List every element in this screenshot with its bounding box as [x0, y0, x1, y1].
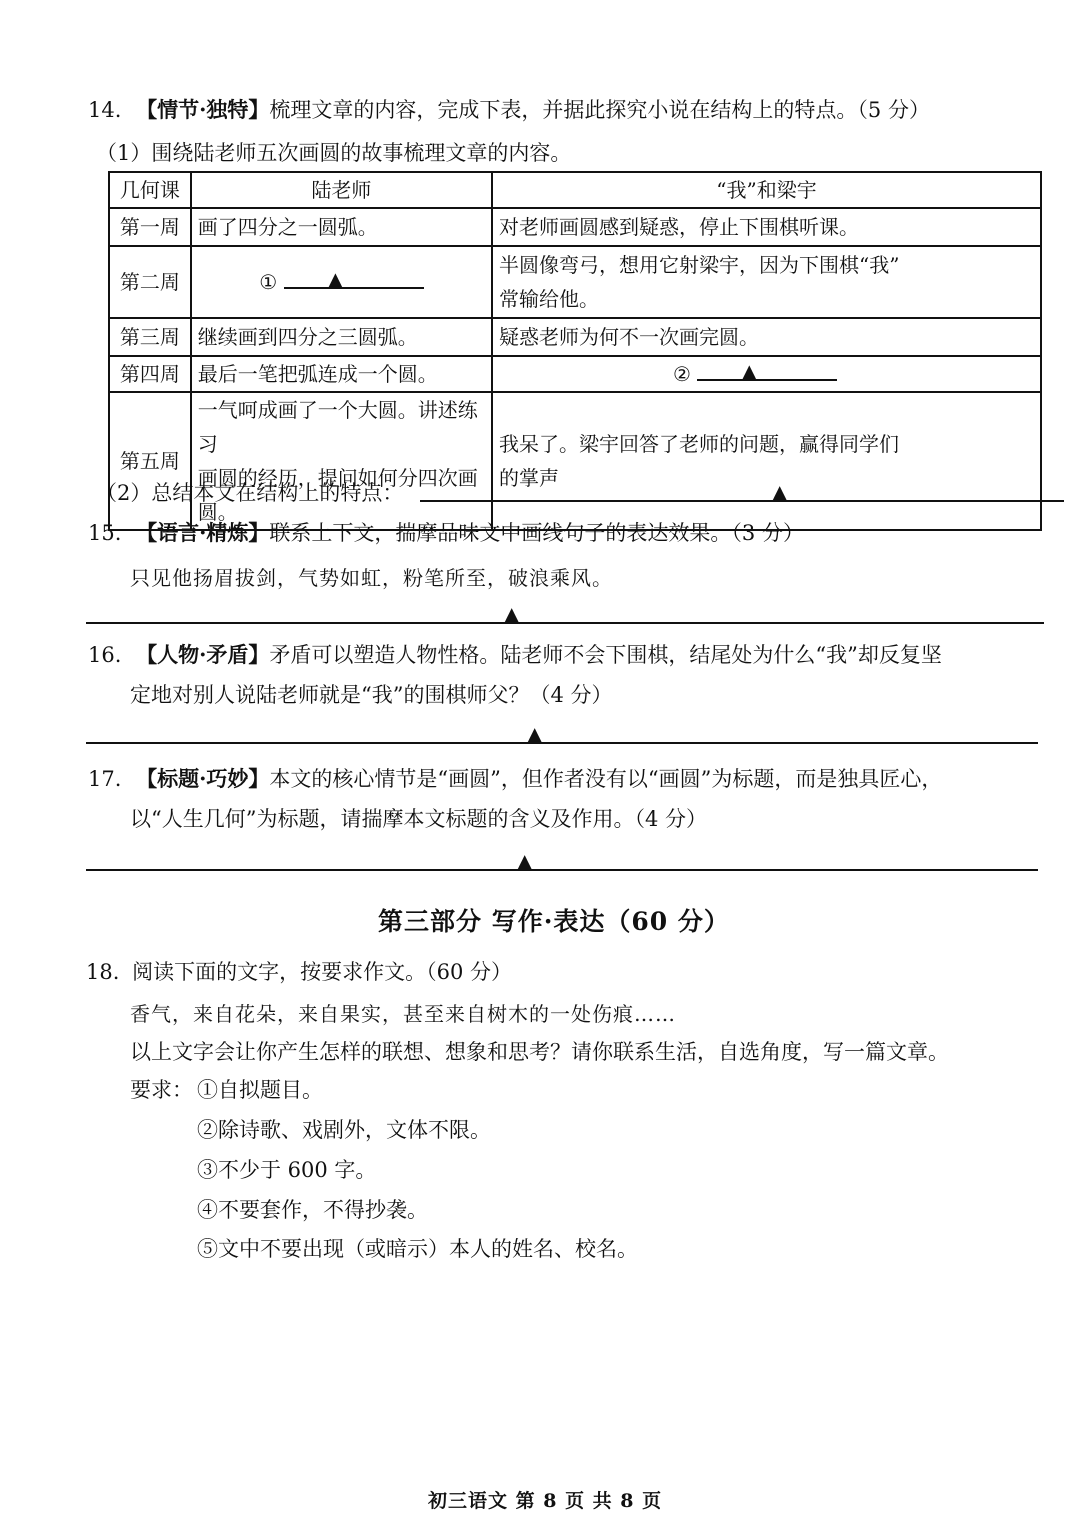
row-teacher: 画了四分之一圆弧。: [191, 208, 492, 246]
row-week: 第五周: [109, 392, 191, 530]
triangle-icon: ▲: [527, 722, 543, 746]
q18-number: 18.: [86, 960, 120, 984]
answer-blank-1[interactable]: [191, 246, 492, 318]
row-me: 对老师画圆感到疑惑，停止下围棋听课。: [492, 208, 1041, 246]
q14-sub2: （2）总结本文在结构上的特点：: [96, 481, 404, 505]
row-me: [492, 392, 1041, 530]
q18-prompt: 以上文字会让你产生怎样的联想、想象和思考？请你联系生活，自选角度，写一篇文章。: [130, 1040, 949, 1064]
q14-sub1: （1）围绕陆老师五次画圆的故事梳理文章的内容。: [96, 141, 572, 165]
triangle-icon: ▲: [504, 602, 520, 626]
q14-number: 14.: [88, 98, 122, 122]
q18-quote: 香气，来自花朵，来自果实，甚至来自树木的一处伤痕……: [130, 1002, 676, 1026]
row-teacher: [191, 392, 492, 530]
page-footer: 初三语文 第 8 页 共 8 页: [428, 1490, 663, 1512]
q16-text-line1: 矛盾可以塑造人物性格。陆老师不会下围棋，结尾处为什么“我”却反复坚: [269, 643, 942, 667]
q16-number: 16.: [88, 643, 122, 667]
q18-req-5: ⑤文中不要出现（或暗示）本人的姓名、校名。: [197, 1237, 638, 1261]
header-me: “我”和梁宇: [492, 172, 1041, 208]
triangle-icon: ▲: [742, 361, 757, 382]
q16-heading: [88, 640, 942, 670]
row-me-line2: 常输给他。: [499, 287, 600, 311]
triangle-icon: ▲: [517, 849, 533, 873]
q14-tag: 【情节·独特】: [136, 97, 270, 122]
row-me-line1: 半圆像弯弓，想用它射梁宇，因为下围棋“我”: [499, 253, 900, 277]
blank-line: [697, 357, 837, 381]
blank-line: [284, 265, 424, 289]
q18-req-3: ③不少于 600 字。: [197, 1158, 377, 1182]
q15-heading: [88, 518, 804, 548]
q18-req-label: 要求：: [130, 1078, 193, 1102]
q15-tag: 【语言·精炼】: [136, 520, 270, 545]
q18-req-1: ①自拟题目。: [197, 1078, 323, 1102]
q15-quote: 只见他扬眉拔剑，气势如虹，粉笔所至，破浪乘风。: [130, 566, 613, 590]
header-week: 几何课: [109, 172, 191, 208]
table-row: [109, 392, 1041, 530]
q15-text: 联系上下文，揣摩品味文中画线句子的表达效果。（3 分）: [269, 521, 804, 545]
table-row: [109, 246, 1041, 318]
table-row: [109, 318, 1041, 356]
row-week: 第一周: [109, 208, 191, 246]
row-me-line2: 的掌声: [499, 466, 560, 490]
q18-req-2: ②除诗歌、戏剧外，文体不限。: [197, 1118, 491, 1142]
q14-text: 梳理文章的内容，完成下表，并据此探究小说在结构上的特点。（5 分）: [269, 98, 930, 122]
header-teacher: 陆老师: [191, 172, 492, 208]
blank-number: ②: [673, 362, 691, 386]
row-me: 疑惑老师为何不一次画完圆。: [492, 318, 1041, 356]
triangle-icon: ▲: [772, 480, 788, 504]
table-header-row: [109, 172, 1041, 208]
table-row: [109, 356, 1041, 392]
row-teacher-line1: 一气呵成画了一个大圆。讲述练习: [197, 398, 478, 456]
q14-table: [108, 171, 1042, 531]
q17-number: 17.: [88, 767, 122, 791]
q15-number: 15.: [88, 521, 122, 545]
row-me-line1: 我呆了。梁宇回答了老师的问题，赢得同学们: [499, 432, 900, 456]
q16-text-line2: 定地对别人说陆老师就是“我”的围棋师父？（4 分）: [130, 683, 613, 707]
section3-title: 第三部分 写作·表达（60 分）: [378, 907, 730, 936]
q14-heading: [88, 95, 930, 125]
answer-line-15[interactable]: [86, 622, 1044, 624]
triangle-icon: ▲: [328, 269, 343, 290]
row-week: 第四周: [109, 356, 191, 392]
answer-blank-2[interactable]: [492, 356, 1041, 392]
blank-number: ①: [259, 270, 278, 294]
q17-text-line2: 以“人生几何”为标题，请揣摩本文标题的含义及作用。（4 分）: [130, 807, 708, 831]
answer-line-17[interactable]: [86, 869, 1038, 871]
q17-text-line1: 本文的核心情节是“画圆”，但作者没有以“画圆”为标题，而是独具匠心，: [269, 767, 943, 791]
row-teacher: 最后一笔把弧连成一个圆。: [191, 356, 492, 392]
q18-heading: [86, 957, 512, 987]
row-week: 第二周: [109, 246, 191, 318]
q18-req-4: ④不要套作，不得抄袭。: [197, 1198, 428, 1222]
row-teacher-line2: 画圆的经历，提问如何分四次画圆。: [197, 466, 478, 524]
table-row: [109, 208, 1041, 246]
q17-tag: 【标题·巧妙】: [136, 766, 270, 791]
q18-text: 阅读下面的文字，按要求作文。（60 分）: [132, 960, 512, 984]
row-me: [492, 246, 1041, 318]
q16-tag: 【人物·矛盾】: [136, 642, 270, 667]
row-teacher: 继续画到四分之三圆弧。: [191, 318, 492, 356]
answer-line-14[interactable]: [420, 500, 1064, 502]
row-week: 第三周: [109, 318, 191, 356]
answer-line-16[interactable]: [86, 742, 1038, 744]
q17-heading: [88, 764, 942, 794]
